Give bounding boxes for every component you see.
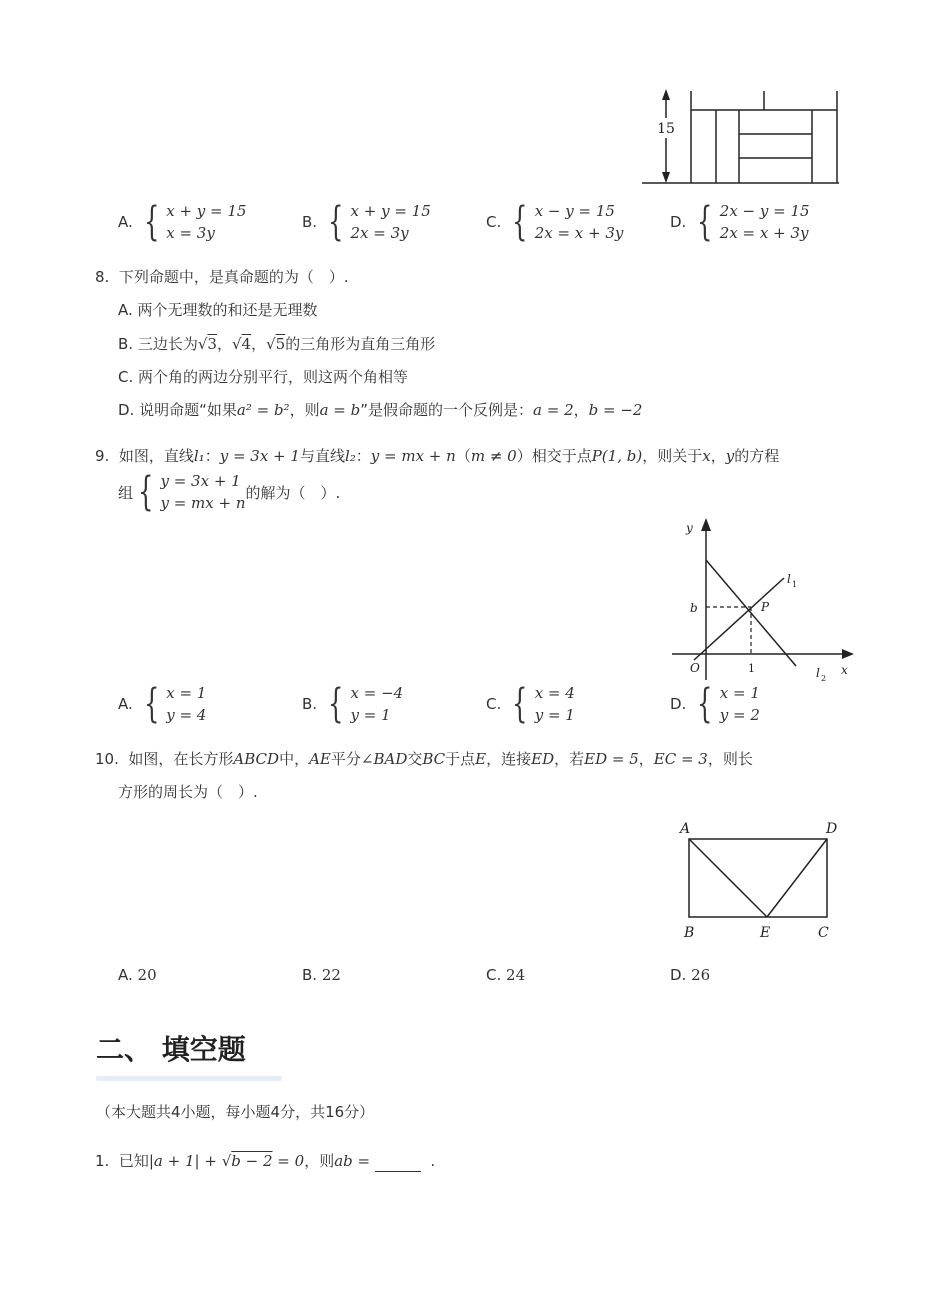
q10-stem-line1: 10. 如图，在长方形ABCD中，AE平分∠BAD交BC于点E，连接ED，若ED = 5，EC = 3，则长 xyxy=(95,750,753,768)
graph-l1-label: l xyxy=(787,572,791,586)
fill-question-1: 1. 已知|a + 1| + √b − 2 = 0，则ab = . xyxy=(95,1152,436,1170)
q8-option-a[interactable]: A. 两个无理数的和还是无理数 xyxy=(118,301,318,319)
q10-option-b[interactable]: B. 22 xyxy=(302,966,341,984)
q10-stem-line2: 方形的周长为（ ）. xyxy=(118,783,258,801)
q9-option-a[interactable]: A. { x = 1 y = 4 xyxy=(118,681,207,727)
graph-origin-label: O xyxy=(690,661,700,675)
graph-l2-label: l xyxy=(816,666,820,680)
graph-b-label: b xyxy=(690,601,698,615)
fig-d: D xyxy=(826,821,838,837)
fig-a: A xyxy=(680,821,691,837)
q9-option-c[interactable]: C. { x = 4 y = 1 xyxy=(486,681,575,727)
graph-x-label: x xyxy=(841,663,848,677)
q8-option-b[interactable]: B. 三边长为√3，√4，√5的三角形为直角三角形 xyxy=(118,335,436,353)
q7-figure xyxy=(636,86,846,190)
q8-option-d[interactable]: D. 说明命题“如果a² = b²，则a = b”是假命题的一个反例是：a = 2，b = −2 xyxy=(118,401,643,419)
graph-l1-sub: 1 xyxy=(792,580,798,589)
q10-option-d[interactable]: D. 26 xyxy=(670,966,711,984)
q9-graph xyxy=(666,514,858,686)
section-note: （本大题共4小题，每小题4分，共16分） xyxy=(96,1103,375,1121)
q10-figure xyxy=(676,815,846,945)
graph-one-label: 1 xyxy=(748,662,755,675)
q9-stem-line2: 组 { y = 3x + 1 y = mx + n 的解为（ ）. xyxy=(118,469,341,515)
q10-option-a[interactable]: A. 20 xyxy=(118,966,157,984)
section-underline xyxy=(96,1076,282,1081)
q9-stem-line1: 9. 如图，直线l₁：y = 3x + 1与直线l₂：y = mx + n（m ≠ 0）相交于点P(1, b)，则关于x，y的方程 xyxy=(95,447,780,465)
section-title: 二、 填空题 xyxy=(96,1033,246,1066)
q9-option-d[interactable]: D. { x = 1 y = 2 xyxy=(670,681,760,727)
q8-option-c[interactable]: C. 两个角的两边分别平行，则这两个角相等 xyxy=(118,368,409,386)
q7-figure-label: 15 xyxy=(657,121,675,137)
q7-option-b[interactable]: B. { x + y = 15 2x = 3y xyxy=(302,199,431,245)
graph-p-label: P xyxy=(761,600,770,614)
q8-stem: 8. 下列命题中，是真命题的为（ ）. xyxy=(95,268,349,286)
graph-y-label: y xyxy=(686,521,693,535)
q9-option-b[interactable]: B. { x = −4 y = 1 xyxy=(302,681,404,727)
answer-blank[interactable] xyxy=(375,1155,421,1172)
fig-e: E xyxy=(760,925,771,941)
q7-option-c[interactable]: C. { x − y = 15 2x = x + 3y xyxy=(486,199,624,245)
graph-l2-sub: 2 xyxy=(821,674,827,683)
q10-option-c[interactable]: C. 24 xyxy=(486,966,526,984)
q7-option-a[interactable]: A. { x + y = 15 x = 3y xyxy=(118,199,247,245)
fig-c: C xyxy=(818,925,829,941)
fig-b: B xyxy=(684,925,695,941)
q7-option-d[interactable]: D. { 2x − y = 15 2x = x + 3y xyxy=(670,199,810,245)
